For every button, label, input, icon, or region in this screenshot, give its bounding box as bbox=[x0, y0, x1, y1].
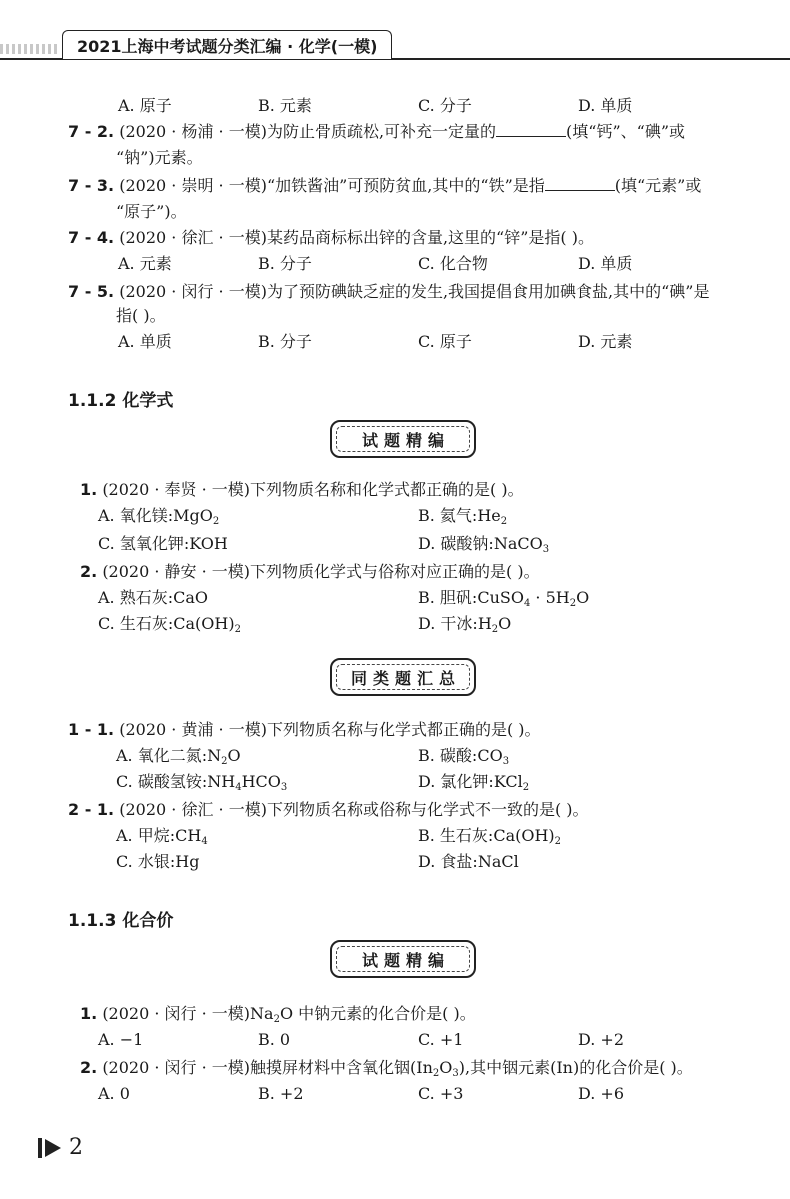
option-b: B. 分子 bbox=[258, 332, 312, 351]
question-number: 2 - 1. bbox=[68, 800, 115, 819]
question-text: (填“元素”或 bbox=[614, 176, 702, 195]
option-c: C. 生石灰$:Ca(OH)_2$ bbox=[98, 614, 241, 635]
question-text: (2020 · 奉贤 · 一模)下列物质名称和化学式都正确的是( )。 bbox=[102, 480, 524, 499]
option-c: C. 原子 bbox=[418, 332, 472, 351]
option-d: D. 碳酸钠:NaCO$_3$ bbox=[418, 534, 550, 555]
banner-label: 试题精编 bbox=[352, 428, 454, 451]
option-c: C. 碳酸氢铵$:NH_4HCO_3$ bbox=[116, 772, 288, 793]
footer-bar-icon bbox=[38, 1138, 42, 1158]
option-a: A. 氧化镁:MgO$_2$ bbox=[98, 506, 220, 527]
question-number: 7 - 3. bbox=[68, 176, 115, 195]
banner-label: 同类题汇总 bbox=[341, 666, 465, 689]
option-a: A. −1 bbox=[98, 1030, 144, 1049]
section-heading-1-1-2: 1.1.2 化学式 bbox=[68, 391, 174, 411]
question-number: 2. bbox=[80, 1058, 98, 1077]
option-a: A. 熟石灰:CaO bbox=[98, 588, 209, 607]
option-b: B. 分子 bbox=[258, 254, 312, 273]
question-2-1 bbox=[68, 800, 589, 820]
option-c: C. +1 bbox=[418, 1030, 464, 1049]
question-number: 7 - 4. bbox=[68, 228, 115, 247]
question-2 bbox=[80, 1058, 693, 1078]
question-text: (2020 · 徐汇 · 一模)下列物质名称或俗称与化学式不一致的是( )。 bbox=[119, 800, 589, 819]
option-a: A. 甲烷$:CH_4$ bbox=[116, 826, 208, 847]
question-text: (2020 · 闵行 · 一模)为了预防碘缺乏症的发生,我国提倡食用加碘食盐,其中的“碘”是 bbox=[119, 282, 710, 301]
question-7-4 bbox=[68, 228, 594, 248]
banner-label: 试题精编 bbox=[352, 948, 454, 971]
page-number: 2 bbox=[69, 1135, 83, 1160]
option-b: B. +2 bbox=[258, 1084, 304, 1103]
option-c: C. 氢氧化钾:KOH bbox=[98, 534, 228, 553]
question-number: 1 - 1. bbox=[68, 720, 115, 739]
question-7-2-cont: “钠”)元素。 bbox=[116, 148, 203, 167]
question-text: (2020 · 静安 · 一模)下列物质化学式与俗称对应正确的是( )。 bbox=[102, 562, 540, 581]
option-d: D. 单质 bbox=[578, 254, 633, 273]
question-number: 2. bbox=[80, 562, 98, 581]
answer-blank bbox=[545, 176, 615, 191]
question-7-2 bbox=[68, 122, 685, 142]
question-number: 1. bbox=[80, 480, 98, 499]
question-text: (填“钙”、“碘”或 bbox=[566, 122, 685, 141]
option-c: C. 化合物 bbox=[418, 254, 488, 273]
option-b: B. 0 bbox=[258, 1030, 291, 1049]
option-a: A. 原子 bbox=[118, 96, 172, 115]
option-a: A. 0 bbox=[98, 1084, 130, 1103]
option-c: C. 水银:Hg bbox=[116, 852, 200, 871]
play-arrow-icon bbox=[45, 1139, 61, 1157]
question-1 bbox=[80, 480, 524, 500]
option-b: B. 元素 bbox=[258, 96, 312, 115]
question-text: (2020 · 黄浦 · 一模)下列物质名称与化学式都正确的是( )。 bbox=[119, 720, 541, 739]
option-b: B. 碳酸$:CO_3$ bbox=[418, 746, 510, 767]
question-number: 7 - 2. bbox=[68, 122, 115, 141]
option-c: C. +3 bbox=[418, 1084, 464, 1103]
question-1 bbox=[80, 1004, 476, 1024]
option-a: A. 氧化二氮$:N_2O$ bbox=[116, 746, 241, 767]
question-text: (2020 · 闵行 · 一模)$Na_2O$ 中钠元素的化合价是( )。 bbox=[102, 1004, 476, 1025]
option-a: A. 元素 bbox=[118, 254, 172, 273]
question-7-5 bbox=[68, 282, 709, 302]
section-banner bbox=[330, 940, 476, 978]
option-b: B. 氦气$:He_2$ bbox=[418, 506, 508, 527]
option-d: D. 食盐:NaCl bbox=[418, 852, 519, 871]
question-2 bbox=[80, 562, 540, 582]
question-text: (2020 · 徐汇 · 一模)某药品商标标出锌的含量,这里的“锌”是指( )。 bbox=[119, 228, 594, 247]
question-text: (2020 · 崇明 · 一模)“加铁酱油”可预防贫血,其中的“铁”是指 bbox=[119, 176, 545, 195]
option-d: D. +2 bbox=[578, 1030, 625, 1049]
option-d: D. 氯化钾:KCl$_2$ bbox=[418, 772, 530, 793]
question-7-3-cont: “原子”)。 bbox=[116, 202, 187, 221]
page-footer bbox=[38, 1135, 83, 1160]
question-1-1 bbox=[68, 720, 541, 740]
option-c: C. 分子 bbox=[418, 96, 472, 115]
option-b: B. 胆矾:CuSO$_4$ · $5H_2O$ bbox=[418, 588, 590, 609]
section-banner bbox=[330, 658, 476, 696]
question-number: 1. bbox=[80, 1004, 98, 1023]
option-b: B. 生石灰$:Ca(OH)_2$ bbox=[418, 826, 562, 847]
question-text: (2020 · 闵行 · 一模)触摸屏材料中含氧化铟$(In_2O_3)$,其中铟元素(In)的化合价是( )。 bbox=[102, 1058, 693, 1079]
option-d: D. 元素 bbox=[578, 332, 633, 351]
section-banner bbox=[330, 420, 476, 458]
option-d: D. +6 bbox=[578, 1084, 625, 1103]
option-d: D. 干冰$:H_2O$ bbox=[418, 614, 512, 635]
question-number: 7 - 5. bbox=[68, 282, 115, 301]
question-7-3 bbox=[68, 176, 701, 196]
section-heading-1-1-3: 1.1.3 化合价 bbox=[68, 911, 174, 931]
answer-blank bbox=[496, 122, 566, 137]
question-7-5-cont: 指( )。 bbox=[116, 306, 166, 325]
option-d: D. 单质 bbox=[578, 96, 633, 115]
header-title: 2021上海中考试题分类汇编 · 化学(一模) bbox=[62, 30, 392, 59]
question-text: (2020 · 杨浦 · 一模)为防止骨质疏松,可补充一定量的 bbox=[119, 122, 497, 141]
option-a: A. 单质 bbox=[118, 332, 172, 351]
